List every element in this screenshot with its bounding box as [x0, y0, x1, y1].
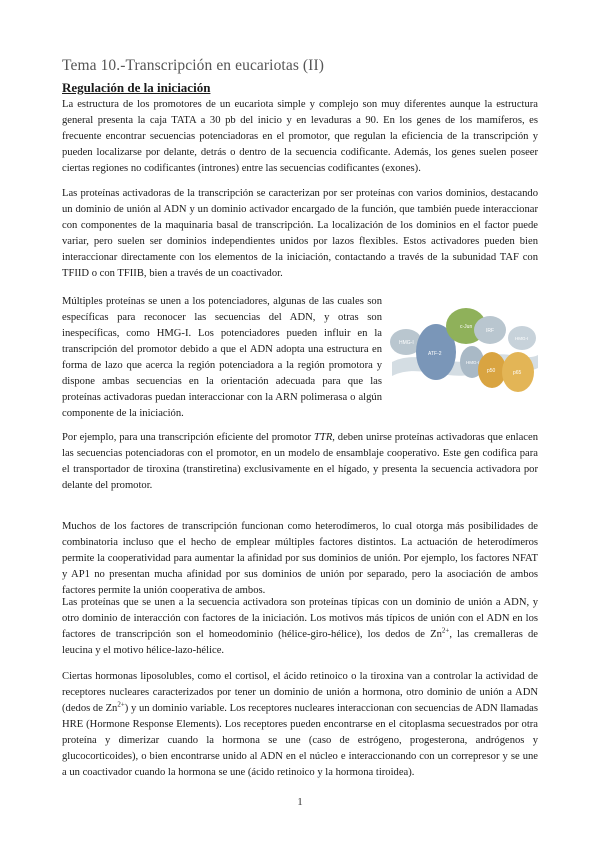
label-p65: p65	[513, 370, 522, 376]
paragraph-activator-proteins: Las proteínas activadoras de la transcripción se caracterizan por ser proteínas con varios dominios, destacando un dominio de unión al ADN y un dominio activador encargado de la función, que también puede interaccionar con componentes de la maquinaria basal de transcripción. La localización de los dominios en el factor puede variar, pero suelen ser dominios independientes unidos por lazos flexibles. Estos activadores pueden bien interaccionar directamente con los elementos de la iniciación, contactando a través de la subunidad TAF con TFIID o con TFIIB, bien a través de un coactivador.	[62, 188, 538, 279]
paragraph-promoters: La estructura de los promotores de un eucariota simple y complejo son muy diferentes aunque la estructura general presenta la caja TATA a 30 pb del inicio y en levaduras a 90. En los genes de los mamíferos, es frecuente encontrar secuencias potenciadoras en el promotor, que regulan la eficiencia de la transcripción y pueden localizarse por delante, detrás o dentro de la secuencia codificante. Además, los genes suelen poseer ciertas regiones no codificantes (intrones) entre las secuencias codificantes (exones).	[62, 99, 538, 174]
p7-text-before: Ciertas hormonas liposolubles, como el cortisol, el ácido retinoico o la tiroxina van a controlar la actividad de receptores nucleares caracterizados por tener un dominio de unión a hormona, otro dominio de unión a ADN (dedos de Zn	[62, 671, 538, 714]
label-hmg-right: HMG-I	[515, 336, 529, 341]
ttr-gene-name: TTR	[314, 432, 333, 443]
document-title: Tema 10.-Transcripción en eucariotas (II)	[62, 57, 324, 74]
p6-superscript: 2+	[441, 626, 450, 635]
label-hmg-left: HMG-I	[399, 340, 414, 346]
paragraph-heterodimers: Muchos de los factores de transcripción funcionan como heterodímeros, lo cual otorga más posibilidades de combinatoria incluso que el hecho de emplear múltiples factores distintos. La actuación de heterodímeros permite la cooperatividad para aumentar la afinidad por sus dominios de unión. Por ejemplo, los factores NFAT y AP1 no presentan mucha afinidad por sus dominios de unión por separado, pero la asociación de ambos factores permite la unión cooperativa de ambos.	[62, 521, 538, 596]
section-heading: Regulación de la iniciación	[62, 80, 211, 95]
paragraph-enhancers: Múltiples proteínas se unen a los potenciadores, algunas de las cuales son específicas para reconocer las secuencias del ADN, y otras son inespecíficas, como HMG-I. Los potenciadores pueden influir en la transcripción del promotor debido a que el ADN adopta una estructura en forma de lazo que acerca la región potenciadora a la región promotora y dispone ambas secuencias en la orientación adecuada para que las proteínas activadoras puedan interaccionar con la ARN polimerasa o algún componente de la iniciación.	[62, 296, 382, 419]
label-irf: IRF	[486, 328, 495, 334]
p4-text-after: , deben unirse proteínas activadoras que enlacen las secuencias potenciadoras con el promotor, en un modelo de ensamblaje cooperativo. Este gen codifica para el transportador de tiroxina (transtiretina) exclusivamente en el hígado, y presenta la secuencia activadora por delante del promotor.	[62, 432, 538, 491]
p7-superscript: 2+	[117, 700, 125, 709]
paragraph-dna-binding-motifs	[62, 595, 538, 659]
label-atf2: ATF-2	[428, 351, 442, 357]
label-cjun: c-Jun	[460, 324, 473, 330]
p6-text-before: Las proteínas que se unen a la secuencia activadora son proteínas típicas con un dominio de unión a ADN, y otro dominio de interacción con factores de la iniciación. Los motivos más típicos de unión con el ADN en los factores de transcripción son el homeodominio (hélice-giro-hélice), los dedos de Zn	[62, 597, 538, 640]
p4-text-before: Por ejemplo, para una transcripción eficiente del promotor	[62, 432, 315, 443]
p6-text-after: , las cremalleras de leucina y el motivo hélice-lazo-hélice.	[62, 629, 538, 656]
p7-text-after: ) y un dominio variable. Los receptores nucleares interaccionan con secuencias de ADN llamadas HRE (Hormone Response Elements). Los receptores pueden encontrarse en el citoplasma secuestrados por otra proteína y dimerizar cuando la hormona se une (caso de estrógeno, progesterona, andrógenos y glucocorticoides), o bien encontrarse unido al ADN en el núcleo e interaccionando con un correpresor y se une a un coactivador cuando la hormona se une (ácido retinoico y la hormona tiroidea).	[62, 703, 538, 778]
label-p50: p50	[487, 368, 496, 374]
paragraph-ttr-example	[62, 430, 538, 494]
label-hmg-center: HMG-I	[466, 360, 480, 365]
page-number: 1	[297, 796, 303, 808]
enhanceosome-figure	[390, 300, 540, 400]
paragraph-nuclear-receptors	[62, 669, 538, 781]
